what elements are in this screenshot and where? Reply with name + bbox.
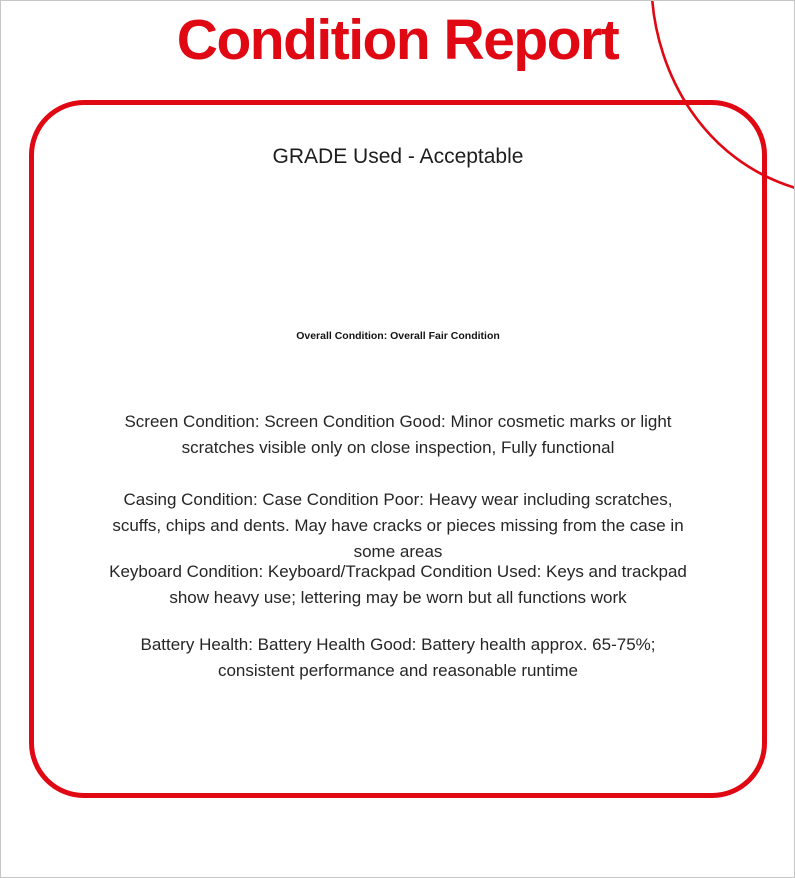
battery-health-line: consistent performance and reasonable runtime: [217, 661, 579, 680]
section-screen-condition: [34, 409, 762, 461]
section-battery-health: [34, 632, 762, 684]
battery-health-line: Battery Health: Battery Health Good: Battery health approx. 65-75%;: [140, 635, 656, 654]
screen-condition-line: Screen Condition: Screen Condition Good: Minor cosmetic marks or light: [124, 412, 672, 431]
section-casing-condition: [34, 487, 762, 565]
report-frame-border: [29, 100, 767, 798]
keyboard-condition-line: show heavy use; lettering may be worn but all functions work: [169, 588, 627, 607]
screen-condition-line: scratches visible only on close inspection, Fully functional: [181, 438, 615, 457]
casing-condition-line: Casing Condition: Case Condition Poor: Heavy wear including scratches,: [123, 490, 673, 509]
section-keyboard-condition: [34, 559, 762, 611]
keyboard-condition-line: Keyboard Condition: Keyboard/Trackpad Condition Used: Keys and trackpad: [109, 562, 687, 581]
grade-heading: GRADE Used - Acceptable: [272, 145, 524, 168]
casing-condition-line: some areas: [353, 542, 443, 561]
report-title: Condition Report: [176, 8, 619, 72]
overall-condition-text: Overall Condition: Overall Fair Condition: [296, 330, 500, 342]
casing-condition-line: scuffs, chips and dents. May have cracks or pieces missing from the case in: [112, 516, 684, 535]
